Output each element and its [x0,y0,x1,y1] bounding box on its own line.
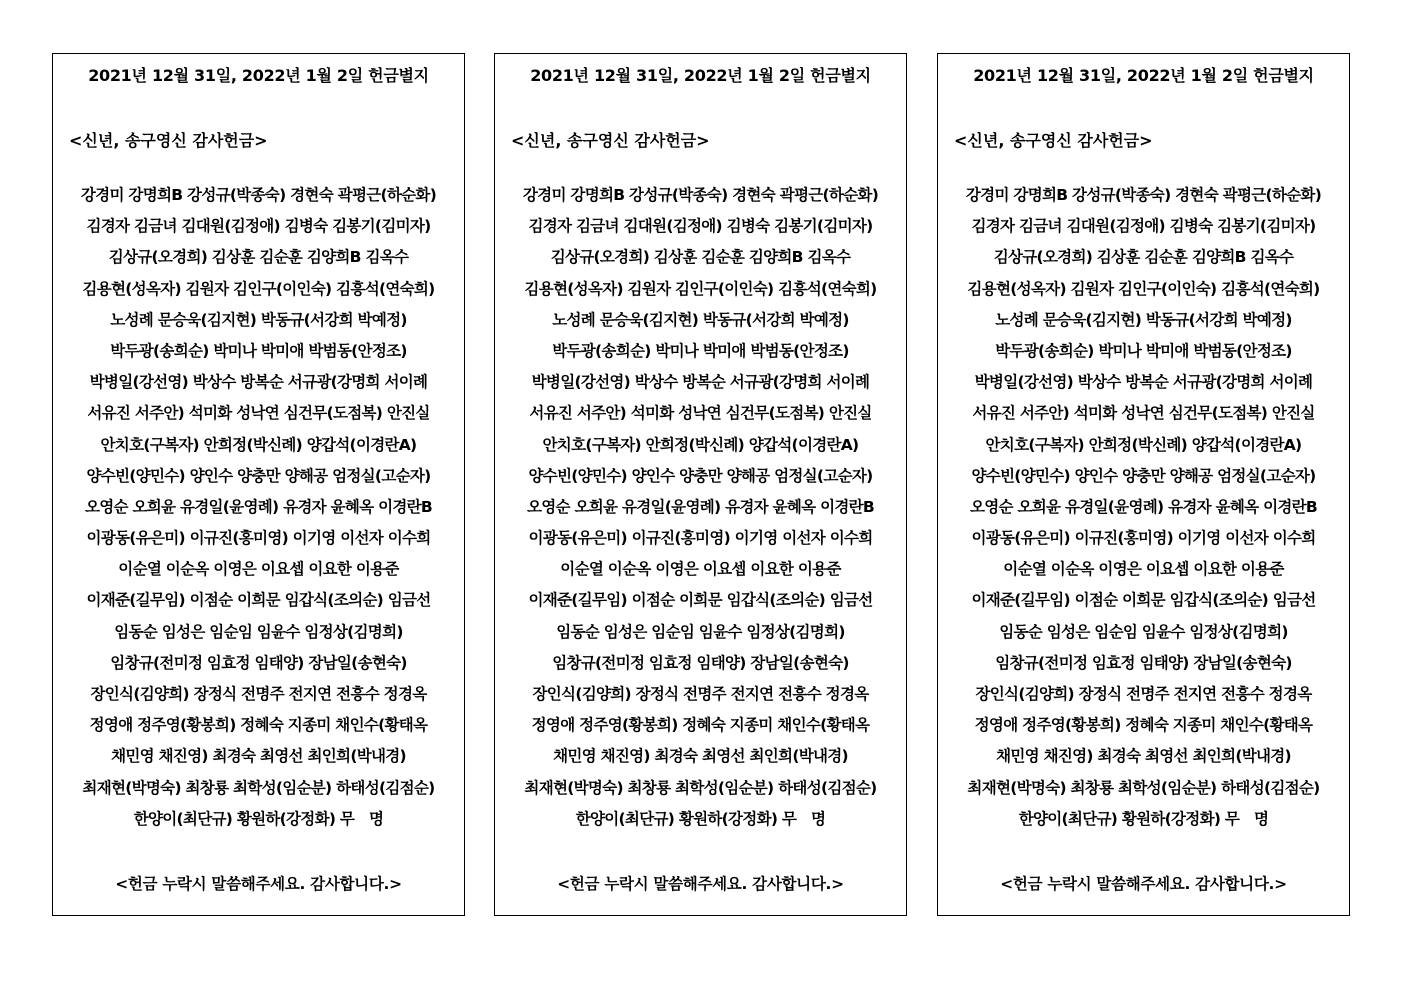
donor-line: 이순열 이순옥 이영은 이요셉 이요한 이용준 [560,560,841,579]
donor-line: 양수빈(양민수) 양인수 양충만 양해공 엄정실(고순자) [971,466,1316,485]
donor-line: 최재현(박명숙) 최창룡 최학성(임순분) 하태성(김점순) [524,778,877,797]
panel-subtitle: <신년, 송구영신 감사헌금> [511,131,710,150]
donor-line: 노성례 문승욱(김지현) 박동규(서강희 박예정) [995,310,1292,329]
donor-line: 박병일(강선영) 박상수 방복순 서규광(강명희 서이례 [974,373,1313,392]
donor-line: 이재준(길무임) 이점순 이희문 임갑식(조의순) 임금선 [86,591,431,610]
donor-line: 박두광(송희순) 박미나 박미애 박범동(안정조) [995,341,1292,360]
donor-line: 박병일(강선영) 박상수 방복순 서규광(강명희 서이례 [531,373,870,392]
donor-line: 채민영 채진영) 최경숙 최영선 최인희(박내경) [996,747,1291,766]
donor-line: 채민영 채진영) 최경숙 최영선 최인희(박내경) [553,747,848,766]
donor-list [938,180,1349,835]
donor-line: 최재현(박명숙) 최창룡 최학성(임순분) 하태성(김점순) [82,778,435,797]
donor-line: 장인식(김양희) 장정식 전명주 전지연 전흥수 정경옥 [90,685,427,703]
donor-line: 강경미 강명희B 강성규(박종숙) 경현숙 곽평근(하순화) [522,186,879,204]
offering-panel-2 [494,53,907,916]
panel-subtitle: <신년, 송구영신 감사헌금> [69,131,268,150]
donor-line: 임창규(전미정 임효정 임태양) 장남일(송현숙) [110,653,407,672]
donor-line: 김용현(성옥자) 김원자 김인구(이인숙) 김흥석(연숙희) [524,279,877,298]
donor-line: 임창규(전미정 임효정 임태양) 장남일(송현숙) [995,653,1292,672]
donor-line: 안치호(구복자) 안희정(박신례) 양갑석(이경란A) [100,435,417,454]
donor-line: 김상규(오경희) 김상훈 김순훈 김양희B 김옥수 [550,248,851,267]
donor-line: 장인식(김양희) 장정식 전명주 전지연 전흥수 정경옥 [532,685,869,703]
donor-line: 양수빈(양민수) 양인수 양충만 양해공 엄정실(고순자) [528,466,873,485]
donor-line: 오영순 오희윤 유경일(윤영례) 유경자 윤혜옥 이경란B [84,497,433,516]
panel-footer-note: <헌금 누락시 말씀해주세요. 감사합니다.> [557,875,844,893]
donor-line: 오영순 오희윤 유경일(윤영례) 유경자 윤혜옥 이경란B [969,497,1318,516]
panel-footer-note: <헌금 누락시 말씀해주세요. 감사합니다.> [1000,875,1287,893]
donor-line: 김상규(오경희) 김상훈 김순훈 김양희B 김옥수 [108,248,409,267]
donor-line: 이광동(유은미) 이규진(홍미영) 이기영 이선자 이수희 [971,529,1316,548]
donor-line: 박병일(강선영) 박상수 방복순 서규광(강명희 서이례 [89,373,428,392]
donor-line: 한양이(최단규) 황원하(강정화) 무 명 [133,809,384,828]
donor-list [495,180,906,835]
donor-line: 서유진 서주안) 석미화 성낙연 심건무(도점복) 안진실 [529,404,872,423]
donor-line: 이광동(유은미) 이규진(홍미영) 이기영 이선자 이수희 [86,529,431,548]
donor-line: 김상규(오경희) 김상훈 김순훈 김양희B 김옥수 [993,248,1294,267]
donor-line: 임창규(전미정 임효정 임태양) 장남일(송현숙) [552,653,849,672]
donor-line: 채민영 채진영) 최경숙 최영선 최인희(박내경) [111,747,406,766]
donor-line: 안치호(구복자) 안희정(박신례) 양갑석(이경란A) [542,435,859,454]
donor-line: 이재준(길무임) 이점순 이희문 임갑식(조의순) 임금선 [971,591,1316,610]
panel-title: 2021년 12월 31일, 2022년 1월 2일 헌금별지 [973,66,1314,85]
panel-footer-note: <헌금 누락시 말씀해주세요. 감사합니다.> [115,875,402,893]
donor-line: 박두광(송희순) 박미나 박미애 박범동(안정조) [552,341,849,360]
donor-line: 한양이(최단규) 황원하(강정화) 무 명 [575,809,826,828]
panel-title: 2021년 12월 31일, 2022년 1월 2일 헌금별지 [530,66,871,85]
donor-line: 김용현(성옥자) 김원자 김인구(이인숙) 김흥석(연숙희) [967,279,1320,298]
donor-line: 최재현(박명숙) 최창룡 최학성(임순분) 하태성(김점순) [967,778,1320,797]
donor-line: 이순열 이순옥 이영은 이요셉 이요한 이용준 [1003,560,1284,579]
donor-line: 김경자 김금녀 김대원(김정애) 김병숙 김봉기(김미자) [86,217,431,236]
donor-line: 김경자 김금녀 김대원(김정애) 김병숙 김봉기(김미자) [528,217,873,236]
donor-line: 강경미 강명희B 강성규(박종숙) 경현숙 곽평근(하순화) [80,186,437,204]
panel-title: 2021년 12월 31일, 2022년 1월 2일 헌금별지 [88,66,429,85]
donor-line: 김경자 김금녀 김대원(김정애) 김병숙 김봉기(김미자) [971,217,1316,236]
donor-line: 이재준(길무임) 이점순 이희문 임갑식(조의순) 임금선 [528,591,873,610]
donor-line: 김용현(성옥자) 김원자 김인구(이인숙) 김흥석(연숙희) [82,279,435,298]
offering-panel-1 [52,53,465,916]
donor-line: 박두광(송희순) 박미나 박미애 박범동(안정조) [110,341,407,360]
donor-line: 임동순 임성은 임순임 임윤수 임정상(김명희) [556,622,845,641]
donor-line: 노성례 문승욱(김지현) 박동규(서강희 박예정) [552,310,849,329]
panel-subtitle: <신년, 송구영신 감사헌금> [954,131,1153,150]
donor-list [53,180,464,835]
offering-panel-3 [937,53,1350,916]
donor-line: 한양이(최단규) 황원하(강정화) 무 명 [1018,809,1269,828]
donor-line: 정영애 정주영(황봉희) 정혜숙 지종미 채인수(황태옥 [89,716,428,735]
donor-line: 강경미 강명희B 강성규(박종숙) 경현숙 곽평근(하순화) [965,186,1322,204]
donor-line: 서유진 서주안) 석미화 성낙연 심건무(도점복) 안진실 [87,404,430,423]
donor-line: 안치호(구복자) 안희정(박신례) 양갑석(이경란A) [985,435,1302,454]
donor-line: 정영애 정주영(황봉희) 정혜숙 지종미 채인수(황태옥 [974,716,1313,735]
donor-line: 이광동(유은미) 이규진(홍미영) 이기영 이선자 이수희 [528,529,873,548]
donor-line: 임동순 임성은 임순임 임윤수 임정상(김명희) [114,622,403,641]
donor-line: 이순열 이순옥 이영은 이요셉 이요한 이용준 [118,560,399,579]
donor-line: 서유진 서주안) 석미화 성낙연 심건무(도점복) 안진실 [972,404,1315,423]
donor-line: 노성례 문승욱(김지현) 박동규(서강희 박예정) [110,310,407,329]
donor-line: 오영순 오희윤 유경일(윤영례) 유경자 윤혜옥 이경란B [526,497,875,516]
donor-line: 정영애 정주영(황봉희) 정혜숙 지종미 채인수(황태옥 [531,716,870,735]
donor-line: 임동순 임성은 임순임 임윤수 임정상(김명희) [999,622,1288,641]
donor-line: 양수빈(양민수) 양인수 양충만 양해공 엄정실(고순자) [86,466,431,485]
donor-line: 장인식(김양희) 장정식 전명주 전지연 전흥수 정경옥 [975,685,1312,703]
